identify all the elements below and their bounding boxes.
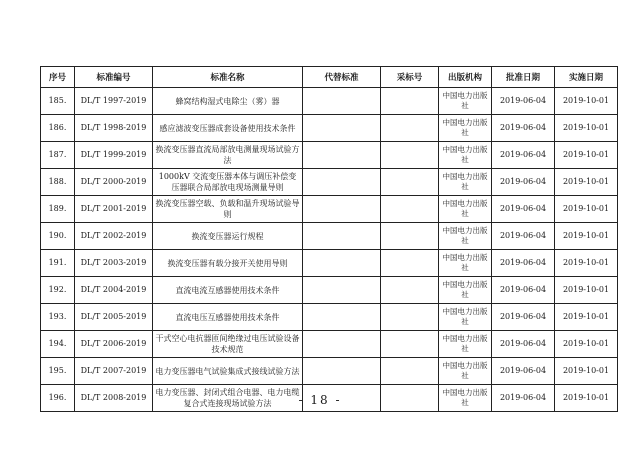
cell-adopt bbox=[381, 196, 439, 223]
cell-adopt bbox=[381, 142, 439, 169]
table-row bbox=[41, 169, 618, 196]
cell-effective: 2019-10-01 bbox=[555, 223, 618, 250]
header-adopt: 采标号 bbox=[381, 67, 439, 88]
cell-publisher: 中国电力出版社 bbox=[439, 331, 492, 358]
cell-publisher: 中国电力出版社 bbox=[439, 277, 492, 304]
cell-publisher: 中国电力出版社 bbox=[439, 88, 492, 115]
cell-publisher: 中国电力出版社 bbox=[439, 142, 492, 169]
cell-code: DL/T 2001-2019 bbox=[75, 196, 153, 223]
header-publisher: 出版机构 bbox=[439, 67, 492, 88]
cell-approved: 2019-06-04 bbox=[492, 115, 555, 142]
cell-publisher: 中国电力出版社 bbox=[439, 169, 492, 196]
cell-adopt bbox=[381, 304, 439, 331]
cell-adopt bbox=[381, 331, 439, 358]
table-row bbox=[41, 223, 618, 250]
table-row bbox=[41, 277, 618, 304]
cell-name: 直流电流互感器使用技术条件 bbox=[153, 277, 303, 304]
cell-name: 换流变压器空载、负载和温升现场试验导则 bbox=[153, 196, 303, 223]
cell-seq: 188. bbox=[41, 169, 75, 196]
cell-code: DL/T 2000-2019 bbox=[75, 169, 153, 196]
header-row bbox=[41, 67, 618, 88]
cell-effective: 2019-10-01 bbox=[555, 304, 618, 331]
cell-publisher: 中国电力出版社 bbox=[439, 385, 492, 412]
cell-replaces bbox=[303, 277, 381, 304]
cell-adopt bbox=[381, 250, 439, 277]
cell-name: 感应滤波变压器成套设备使用技术条件 bbox=[153, 115, 303, 142]
table-row bbox=[41, 115, 618, 142]
cell-effective: 2019-10-01 bbox=[555, 331, 618, 358]
standards-table bbox=[40, 66, 618, 412]
cell-code: DL/T 2002-2019 bbox=[75, 223, 153, 250]
cell-approved: 2019-06-04 bbox=[492, 88, 555, 115]
cell-publisher: 中国电力出版社 bbox=[439, 304, 492, 331]
cell-seq: 186. bbox=[41, 115, 75, 142]
header-seq: 序号 bbox=[41, 67, 75, 88]
cell-publisher: 中国电力出版社 bbox=[439, 250, 492, 277]
cell-code: DL/T 2006-2019 bbox=[75, 331, 153, 358]
cell-approved: 2019-06-04 bbox=[492, 331, 555, 358]
cell-seq: 195. bbox=[41, 358, 75, 385]
cell-code: DL/T 2003-2019 bbox=[75, 250, 153, 277]
cell-effective: 2019-10-01 bbox=[555, 196, 618, 223]
cell-name: 干式空心电抗器匝间绝缘过电压试验设备技术规范 bbox=[153, 331, 303, 358]
cell-approved: 2019-06-04 bbox=[492, 358, 555, 385]
cell-seq: 185. bbox=[41, 88, 75, 115]
header-approved: 批准日期 bbox=[492, 67, 555, 88]
cell-replaces bbox=[303, 169, 381, 196]
cell-replaces bbox=[303, 88, 381, 115]
table-row bbox=[41, 250, 618, 277]
cell-replaces bbox=[303, 223, 381, 250]
cell-adopt bbox=[381, 358, 439, 385]
table-row bbox=[41, 142, 618, 169]
cell-approved: 2019-06-04 bbox=[492, 304, 555, 331]
cell-replaces bbox=[303, 250, 381, 277]
table-row bbox=[41, 196, 618, 223]
header-code: 标准编号 bbox=[75, 67, 153, 88]
header-replaces: 代替标准 bbox=[303, 67, 381, 88]
table-row bbox=[41, 331, 618, 358]
cell-approved: 2019-06-04 bbox=[492, 385, 555, 412]
cell-publisher: 中国电力出版社 bbox=[439, 115, 492, 142]
cell-adopt bbox=[381, 223, 439, 250]
header-name: 标准名称 bbox=[153, 67, 303, 88]
cell-seq: 190. bbox=[41, 223, 75, 250]
cell-replaces bbox=[303, 358, 381, 385]
cell-approved: 2019-06-04 bbox=[492, 142, 555, 169]
cell-publisher: 中国电力出版社 bbox=[439, 196, 492, 223]
cell-approved: 2019-06-04 bbox=[492, 250, 555, 277]
cell-approved: 2019-06-04 bbox=[492, 169, 555, 196]
cell-code: DL/T 1997-2019 bbox=[75, 88, 153, 115]
cell-replaces bbox=[303, 196, 381, 223]
cell-replaces bbox=[303, 331, 381, 358]
cell-seq: 187. bbox=[41, 142, 75, 169]
cell-seq: 194. bbox=[41, 331, 75, 358]
cell-effective: 2019-10-01 bbox=[555, 169, 618, 196]
cell-approved: 2019-06-04 bbox=[492, 196, 555, 223]
cell-effective: 2019-10-01 bbox=[555, 115, 618, 142]
cell-code: DL/T 1998-2019 bbox=[75, 115, 153, 142]
cell-replaces bbox=[303, 115, 381, 142]
table-row bbox=[41, 358, 618, 385]
cell-adopt bbox=[381, 169, 439, 196]
cell-name: 电力变压器电气试验集成式接线试验方法 bbox=[153, 358, 303, 385]
cell-code: DL/T 2007-2019 bbox=[75, 358, 153, 385]
cell-publisher: 中国电力出版社 bbox=[439, 223, 492, 250]
cell-replaces bbox=[303, 304, 381, 331]
cell-seq: 193. bbox=[41, 304, 75, 331]
cell-publisher: 中国电力出版社 bbox=[439, 358, 492, 385]
cell-seq: 189. bbox=[41, 196, 75, 223]
cell-name: 直流电压互感器使用技术条件 bbox=[153, 304, 303, 331]
cell-name: 1000kV 交流变压器本体与调压补偿变压器联合局部放电现场测量导则 bbox=[153, 169, 303, 196]
cell-effective: 2019-10-01 bbox=[555, 250, 618, 277]
cell-adopt bbox=[381, 115, 439, 142]
cell-seq: 191. bbox=[41, 250, 75, 277]
header-effective: 实施日期 bbox=[555, 67, 618, 88]
cell-approved: 2019-06-04 bbox=[492, 223, 555, 250]
cell-code: DL/T 2004-2019 bbox=[75, 277, 153, 304]
cell-adopt bbox=[381, 277, 439, 304]
page-number: - 18 - bbox=[298, 393, 342, 407]
cell-effective: 2019-10-01 bbox=[555, 88, 618, 115]
cell-replaces bbox=[303, 142, 381, 169]
cell-seq: 196. bbox=[41, 385, 75, 412]
table-row bbox=[41, 88, 618, 115]
cell-name: 蜂窝结构湿式电除尘（雾）器 bbox=[153, 88, 303, 115]
cell-code: DL/T 1999-2019 bbox=[75, 142, 153, 169]
cell-name: 换流变压器直流局部放电测量现场试验方法 bbox=[153, 142, 303, 169]
cell-effective: 2019-10-01 bbox=[555, 142, 618, 169]
cell-name: 换流变压器运行规程 bbox=[153, 223, 303, 250]
cell-code: DL/T 2005-2019 bbox=[75, 304, 153, 331]
cell-name: 换流变压器有载分接开关使用导则 bbox=[153, 250, 303, 277]
cell-approved: 2019-06-04 bbox=[492, 277, 555, 304]
cell-seq: 192. bbox=[41, 277, 75, 304]
cell-adopt bbox=[381, 88, 439, 115]
cell-name: 电力变压器、封闭式组合电器、电力电缆复合式连接现场试验方法 bbox=[153, 385, 303, 412]
cell-effective: 2019-10-01 bbox=[555, 277, 618, 304]
table-row bbox=[41, 304, 618, 331]
cell-code: DL/T 2008-2019 bbox=[75, 385, 153, 412]
cell-effective: 2019-10-01 bbox=[555, 385, 618, 412]
cell-effective: 2019-10-01 bbox=[555, 358, 618, 385]
